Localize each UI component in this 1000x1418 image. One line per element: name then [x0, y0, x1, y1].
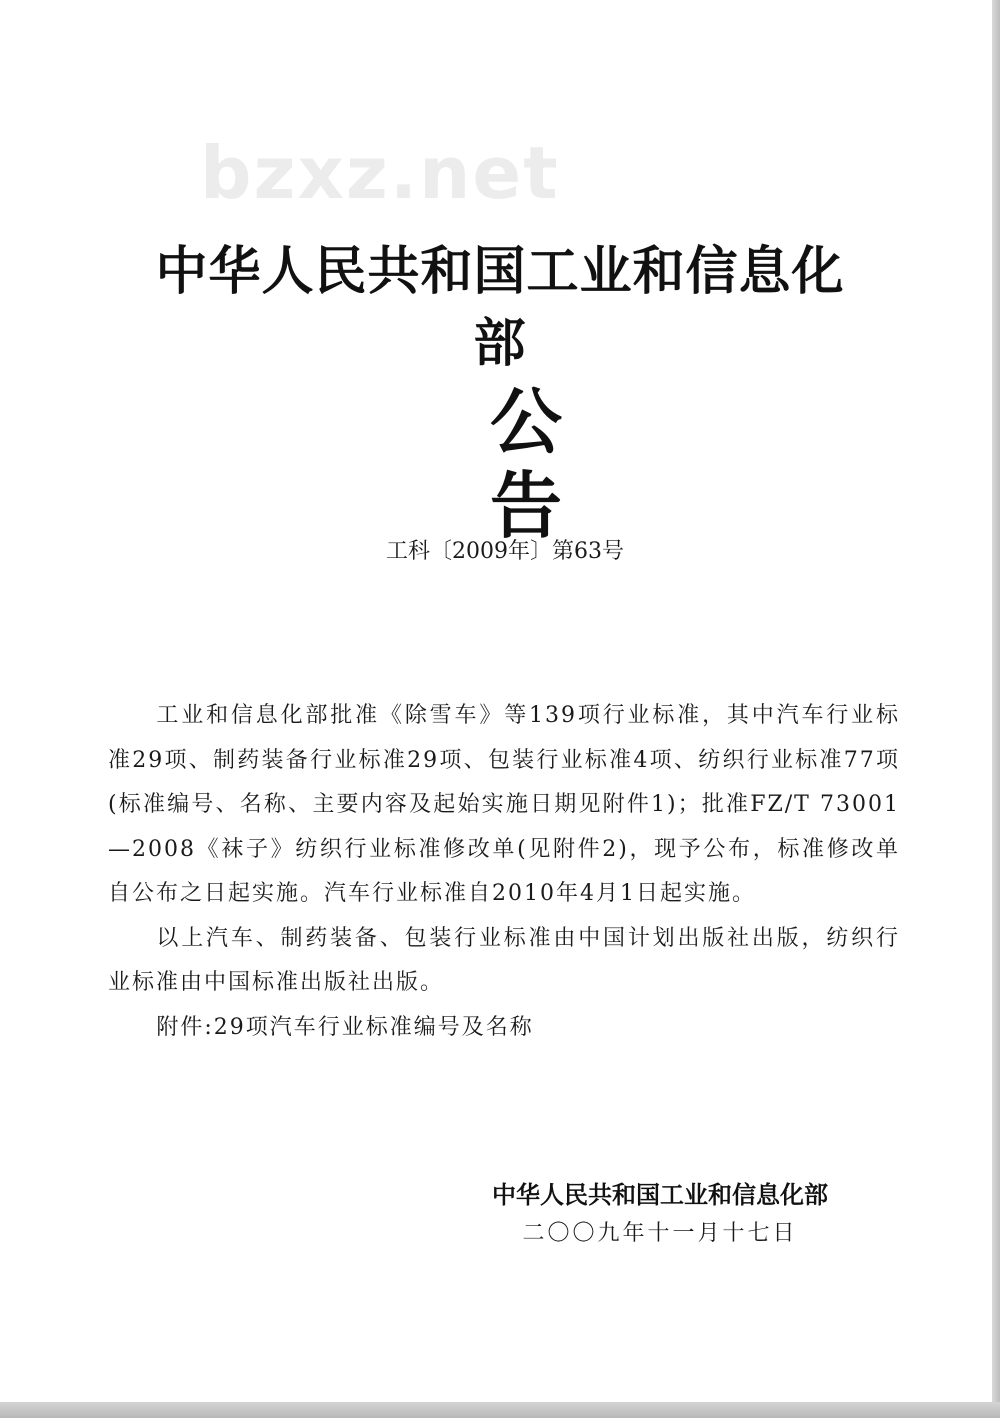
signing-organization: 中华人民共和国工业和信息化部 [492, 1181, 828, 1209]
announcement-title: 公告 [490, 380, 713, 548]
signature-block [440, 1176, 880, 1254]
page-edge-shadow [992, 0, 1000, 1418]
ministry-title: 中华人民共和国工业和信息化部 [155, 242, 845, 374]
body-paragraph: 工业和信息化部批准《除雪车》等139项行业标准，其中汽车行业标准29项、制药装备行业标准29项、包装行业标准4项、纺织行业标准77项(标准编号、名称、主要内容及起始实施日期见附件1)；批准FZ/T 73001—2008《袜子》纺织行业标准修改单(见附件2)，现予公布，标准修改单自公布之日起实施。汽车行业标准自2010年4月1日起实施。 [108, 703, 900, 906]
attachment-note: 附件:29项汽车行业标准编号及名称 [156, 1014, 534, 1040]
document-number: 工科〔2009年〕第63号 [386, 539, 624, 564]
body-paragraph: 以上汽车、制药装备、包装行业标准由中国计划出版社出版，纺织行业标准由中国标准出版社出版。 [108, 925, 900, 995]
watermark: bzxz.net [200, 131, 560, 215]
signing-date: 二〇〇九年十一月十七日 [522, 1221, 798, 1246]
page-edge-shadow [0, 1402, 1000, 1418]
announcement-body [108, 694, 900, 1050]
